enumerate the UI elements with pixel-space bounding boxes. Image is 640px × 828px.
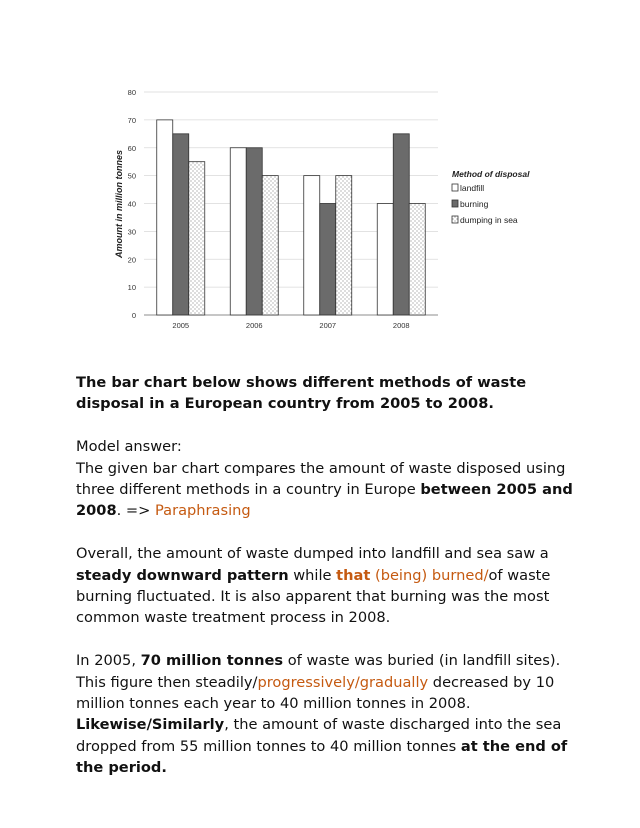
x-axis-ticks — [172, 321, 409, 330]
bar-burning-2008 — [393, 134, 409, 315]
y-tick-label: 10 — [127, 283, 136, 293]
legend-label-landfill: landfill — [460, 183, 485, 193]
bar-dumping-in-sea-2005 — [189, 162, 205, 315]
bar-burning-2006 — [246, 148, 262, 315]
y-tick-label: 50 — [127, 171, 136, 181]
y-tick-label: 30 — [127, 227, 136, 237]
y-axis-label: Amount in million tonnes — [114, 150, 124, 258]
y-tick-label: 60 — [127, 143, 136, 153]
x-tick-label: 2007 — [319, 321, 337, 330]
legend-swatch-dumping-in-sea — [452, 216, 458, 223]
y-tick-label: 70 — [127, 115, 136, 125]
bar-dumping-in-sea-2008 — [409, 204, 425, 316]
legend-swatch-burning — [452, 200, 458, 207]
legend-title: Method of disposal — [452, 169, 530, 179]
bar-landfill-2007 — [304, 176, 320, 315]
legend-label-burning: burning — [460, 199, 489, 209]
bar-dumping-in-sea-2007 — [336, 176, 352, 315]
legend-label-dumping-in-sea: dumping in sea — [460, 215, 518, 225]
paragraph-details: In 2005, 70 million tonnes of waste was buried (in landfill sites). This figure then steadily/progressively/gradually decreased by 10 million tonnes each year to 40 million tonnes in 2008. Likewise/Similarly, the amount of waste discharged into the sea dropped from 55 million tonnes to 40 million tonnes at the end of the period. — [76, 652, 568, 777]
bar-burning-2005 — [173, 134, 189, 315]
bar-dumping-in-sea-2006 — [262, 176, 278, 315]
document-body — [76, 372, 576, 800]
paragraph-overview: Overall, the amount of waste dumped into landfill and sea saw a steady downward pattern while that (being) burned/of waste burning fluctuated. It is also apparent that burning was the most common waste treatment process in 2008. — [76, 545, 551, 627]
paragraph-intro: Model answer: The given bar chart compares the amount of waste disposed using three different methods in a country in Europe between 2005 and 2008. => Paraphrasing — [76, 438, 573, 520]
legend-swatch-landfill — [452, 184, 458, 191]
x-tick-label: 2005 — [172, 321, 190, 330]
y-axis-ticks — [128, 88, 136, 320]
y-tick-label: 20 — [127, 255, 136, 265]
y-tick-label: 0 — [131, 311, 136, 320]
bar-landfill-2006 — [230, 148, 246, 315]
bar-landfill-2008 — [377, 204, 393, 316]
bar-landfill-2005 — [157, 120, 173, 315]
bars — [157, 120, 426, 315]
annotation-paraphrasing: Paraphrasing — [155, 502, 251, 520]
y-tick-label: 80 — [127, 88, 136, 97]
bar-burning-2007 — [320, 204, 336, 316]
y-tick-label: 40 — [127, 199, 136, 209]
bar-chart — [100, 78, 560, 340]
x-tick-label: 2008 — [392, 321, 410, 330]
heading: The bar chart below shows different methods of waste disposal in a European country from 2005 to 2008. — [76, 374, 527, 413]
model-answer-label: Model answer: — [76, 438, 182, 456]
legend — [452, 183, 518, 225]
x-tick-label: 2006 — [245, 321, 263, 330]
